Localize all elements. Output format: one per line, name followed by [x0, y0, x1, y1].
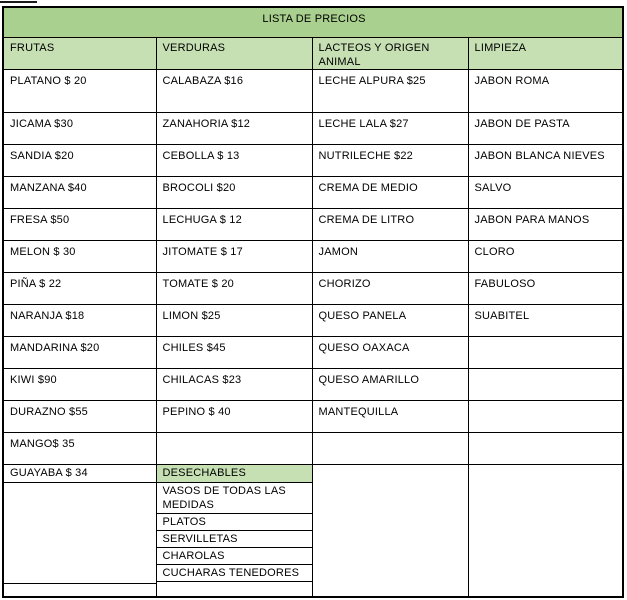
price-cell: LIMON $25: [156, 304, 312, 336]
table-row: [3, 112, 623, 144]
price-cell: QUESO AMARILLO: [312, 368, 468, 400]
price-cell: FABULOSO: [468, 272, 623, 304]
column-header-limpieza: LIMPIEZA: [468, 37, 623, 69]
price-cell: JABON ROMA: [468, 69, 623, 112]
desechables-block: [156, 464, 312, 597]
table-row: [3, 400, 623, 432]
price-cell: MELON $ 30: [3, 240, 156, 272]
column-header-lacteos: LACTEOS Y ORIGEN ANIMAL: [312, 37, 468, 69]
price-cell: LECHE LALA $27: [312, 112, 468, 144]
table-row: [3, 336, 623, 368]
table-row: [3, 176, 623, 208]
price-cell: LECHE ALPURA $25: [312, 69, 468, 112]
top-left-border-fragment: [0, 1, 37, 3]
price-cell: BROCOLI $20: [156, 176, 312, 208]
table-row: [3, 432, 623, 464]
price-cell: PLATANO $ 20: [3, 69, 156, 112]
table-row: [3, 208, 623, 240]
price-cell: CALABAZA $16: [156, 69, 312, 112]
subcategory-header: DESECHABLES: [157, 465, 312, 483]
price-cell: FRESA $50: [3, 208, 156, 240]
price-cell: SUABITEL: [468, 304, 623, 336]
column-header-frutas: FRUTAS: [3, 37, 156, 69]
subcategory-item: CUCHARAS TENEDORES: [157, 565, 312, 582]
table-row: [3, 272, 623, 304]
column-header-row: [3, 37, 623, 69]
price-cell: QUESO OAXACA: [312, 336, 468, 368]
table-row: [3, 368, 623, 400]
empty-thin-cell: [4, 583, 156, 596]
price-cell: [468, 368, 623, 400]
page-title: LISTA DE PRECIOS: [3, 7, 623, 37]
bottom-block-row: [3, 464, 623, 597]
price-cell: MANZANA $40: [3, 176, 156, 208]
subcategory-item: CHAROLAS: [157, 548, 312, 565]
price-cell: MANDARINA $20: [3, 336, 156, 368]
price-cell: JABON BLANCA NIEVES: [468, 144, 623, 176]
price-list-table: [2, 6, 624, 598]
price-cell: CREMA DE MEDIO: [312, 176, 468, 208]
price-cell: SALVO: [468, 176, 623, 208]
price-cell: ZANAHORIA $12: [156, 112, 312, 144]
price-cell: [468, 400, 623, 432]
price-cell: [468, 432, 623, 464]
price-cell: CHILACAS $23: [156, 368, 312, 400]
price-cell: CHILES $45: [156, 336, 312, 368]
price-cell: MANGO$ 35: [3, 432, 156, 464]
frutas-bottom-block: [3, 464, 156, 597]
column-header-verduras: VERDURAS: [156, 37, 312, 69]
price-cell: NUTRILECHE $22: [312, 144, 468, 176]
price-cell: MANTEQUILLA: [312, 400, 468, 432]
price-cell: PEPINO $ 40: [156, 400, 312, 432]
subcategory-item: VASOS DE TODAS LAS MEDIDAS: [157, 483, 312, 514]
empty-cell: [157, 582, 312, 596]
price-cell: CREMA DE LITRO: [312, 208, 468, 240]
price-cell: TOMATE $ 20: [156, 272, 312, 304]
price-cell: DURAZNO $55: [3, 400, 156, 432]
empty-cell: [4, 483, 156, 583]
price-cell: JAMON: [312, 240, 468, 272]
price-cell: CEBOLLA $ 13: [156, 144, 312, 176]
table-row: [3, 144, 623, 176]
price-cell: KIWI $90: [3, 368, 156, 400]
price-cell: JICAMA $30: [3, 112, 156, 144]
price-cell: [312, 432, 468, 464]
price-cell: [468, 336, 623, 368]
price-cell: JABON DE PASTA: [468, 112, 623, 144]
price-cell: NARANJA $18: [3, 304, 156, 336]
price-cell: JABON PARA MANOS: [468, 208, 623, 240]
table-row: [3, 69, 623, 112]
price-cell: JITOMATE $ 17: [156, 240, 312, 272]
title-row: [3, 7, 623, 37]
price-cell: LECHUGA $ 12: [156, 208, 312, 240]
subcategory-item: SERVILLETAS: [157, 531, 312, 548]
empty-cell: [312, 464, 468, 597]
price-cell: QUESO PANELA: [312, 304, 468, 336]
price-cell: SANDIA $20: [3, 144, 156, 176]
table-row: [3, 240, 623, 272]
empty-cell: [468, 464, 623, 597]
price-cell: [156, 432, 312, 464]
price-cell: CLORO: [468, 240, 623, 272]
price-cell: CHORIZO: [312, 272, 468, 304]
price-cell: GUAYABA $ 34: [4, 465, 156, 483]
subcategory-item: PLATOS: [157, 514, 312, 531]
price-list-sheet: [2, 6, 624, 598]
table-row: [3, 304, 623, 336]
price-cell: PIÑA $ 22: [3, 272, 156, 304]
